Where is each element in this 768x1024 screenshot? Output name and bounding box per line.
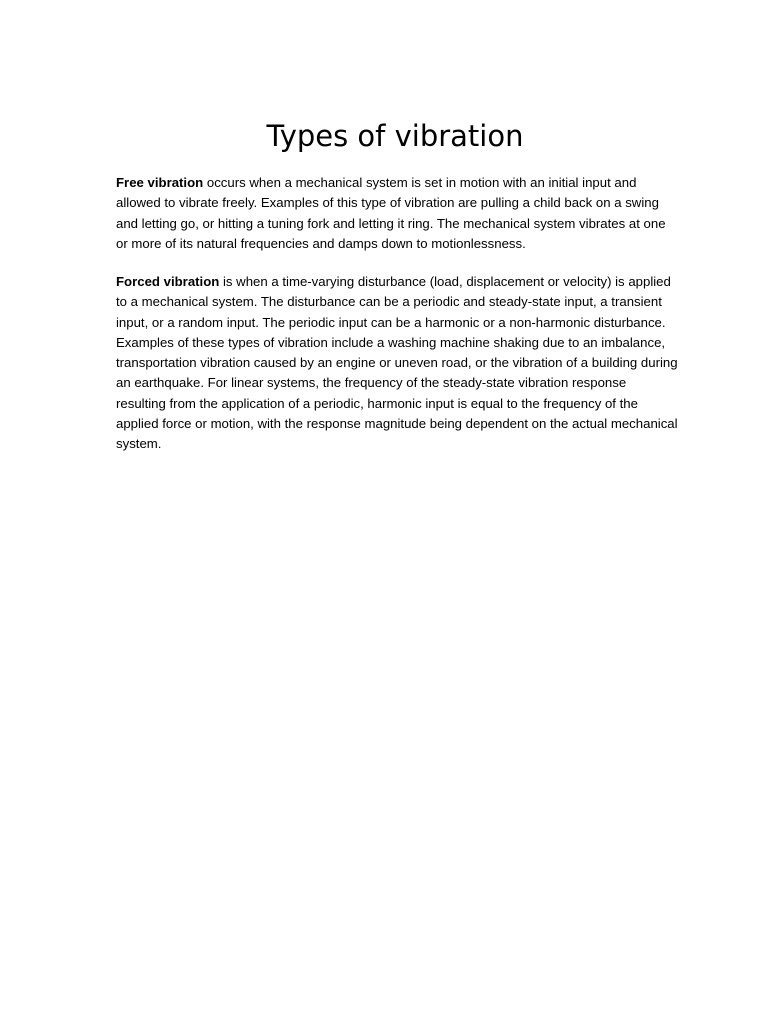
paragraph-text: occurs when a mechanical system is set in motion with an initial input and allowed to vibrate freely. Examples of this type of vibration are pulling a child back on a swing and letting go, or hitting a tuning fork and letting it ring. The mechanical system vibrates at one or more of its natural frequencies and damps down to motionlessness. — [116, 175, 666, 251]
paragraph-text: is when a time-varying disturbance (load, displacement or velocity) is applied to a mechanical system. The disturbance can be a periodic and steady-state input, a transient input, or a random input. The periodic input can be a harmonic or a non-harmonic disturbance. Examples of these types of vibration include a washing machine shaking due to an imbalance, transportation vibration caused by an engine or uneven road, or the vibration of a building during an earthquake. For linear systems, the frequency of the steady-state vibration response resulting from the application of a periodic, harmonic input is equal to the frequency of the applied force or motion, with the response magnitude being dependent on the actual mechanical system. — [116, 274, 678, 452]
paragraph-forced-vibration — [116, 272, 678, 455]
paragraph-free-vibration — [116, 173, 678, 254]
term-free-vibration: Free vibration — [116, 175, 204, 190]
term-forced-vibration: Forced vibration — [116, 274, 220, 289]
page-title: Types of vibration — [266, 119, 524, 153]
